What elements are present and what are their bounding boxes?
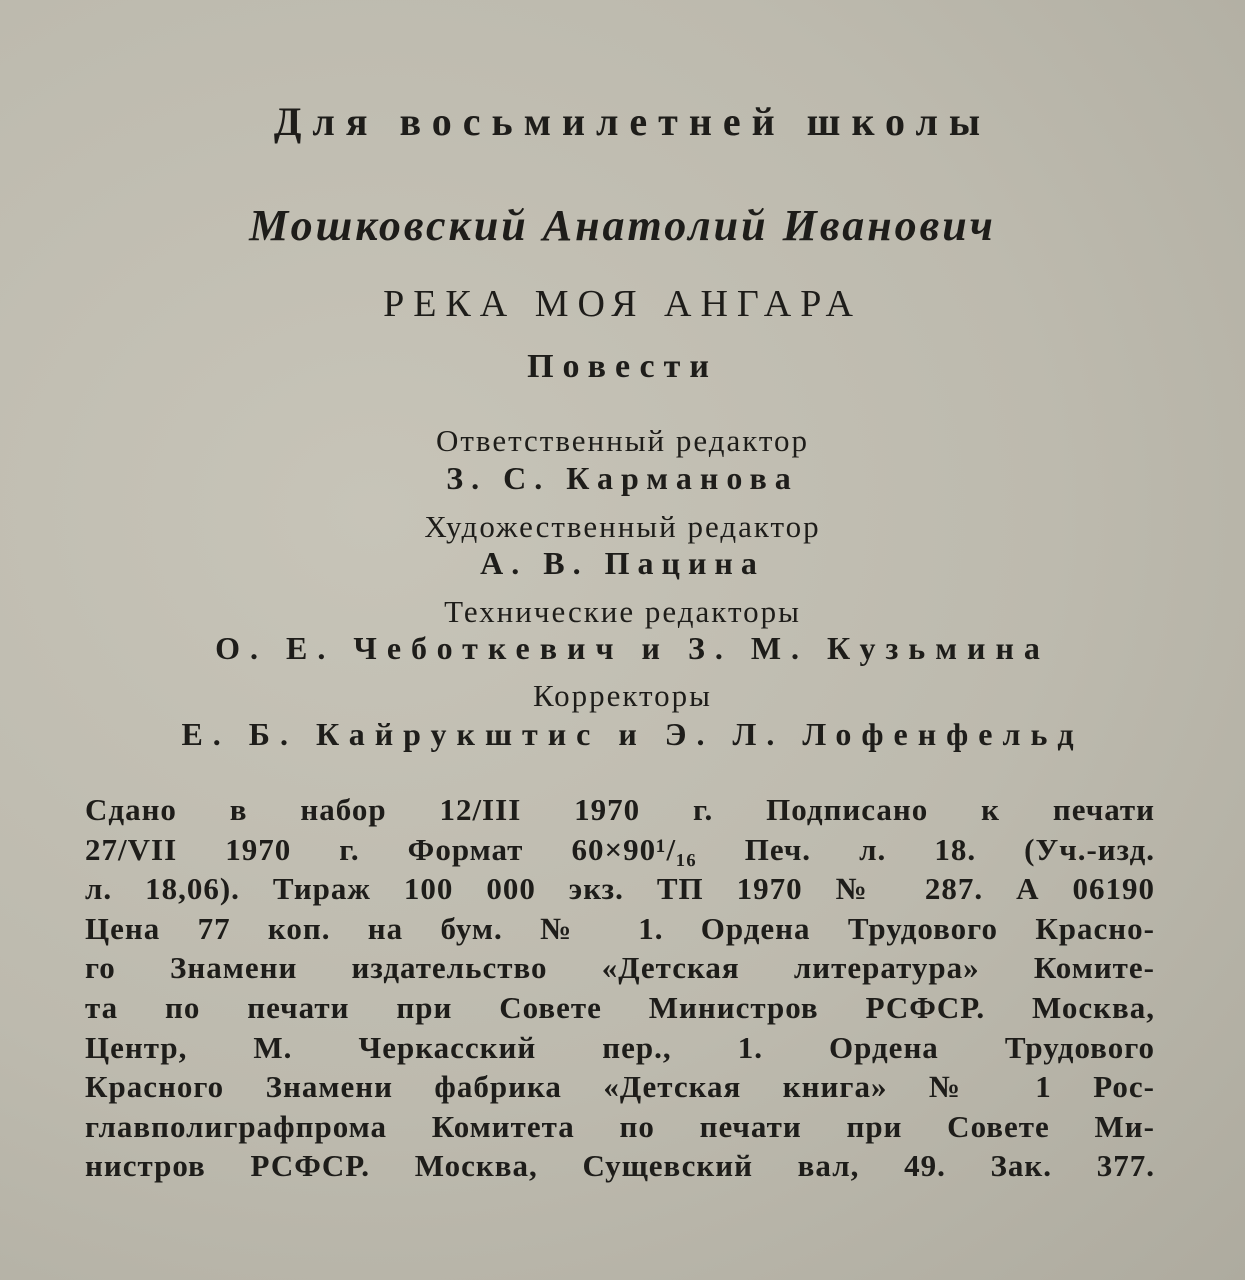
credit-role-art-editor: Художественный редактор bbox=[424, 509, 821, 544]
imprint-line: л. 18,06). Тираж 100 000 экз. ТП 1970 № 287. А 06190 bbox=[85, 871, 1155, 907]
credit-name-technical-editors: О. Е. Чеботкевич и З. М. Кузьмина bbox=[215, 630, 1050, 666]
imprint-line: главполиграфпрома Комитета по печати при Совете Ми- bbox=[85, 1108, 1155, 1144]
credit-name-art-editor: А. В. Пацина bbox=[480, 545, 765, 581]
credit-role-responsible-editor: Ответственный редактор bbox=[435, 423, 810, 458]
imprint-line: Центр, М. Черкасский пер., 1. Ордена Трудового bbox=[85, 1029, 1155, 1065]
imprint-line: Красного Знамени фабрика «Детская книга» № 1 Рос- bbox=[85, 1069, 1155, 1105]
imprint-line: Цена 77 коп. на бум. № 1. Ордена Трудового Красно- bbox=[85, 910, 1155, 946]
book-title: РЕКА МОЯ АНГАРА bbox=[383, 283, 862, 325]
imprint-block bbox=[85, 790, 1155, 1186]
imprint-line: го Знамени издательство «Детская литература» Комите- bbox=[85, 950, 1155, 986]
series-line: Для восьмилетней школы bbox=[273, 99, 992, 144]
imprint-line: нистров РСФСР. Москва, Сущевский вал, 49. Зак. 377. bbox=[85, 1148, 1155, 1184]
imprint-line: Сдано в набор 12/III 1970 г. Подписано к печати bbox=[85, 792, 1155, 827]
imprint-line: 27/VII 1970 г. Формат 60×90¹/₁₆ Печ. л. 18. (Уч.-изд. bbox=[85, 831, 1155, 867]
imprint-line: та по печати при Совете Министров РСФСР. Москва, bbox=[85, 989, 1155, 1025]
book-subtitle: Повести bbox=[527, 348, 718, 385]
credit-name-responsible-editor: З. С. Карманова bbox=[446, 460, 799, 496]
credit-name-proofreaders: Е. Б. Кайрукштис и Э. Л. Лофенфельд bbox=[181, 716, 1084, 752]
credit-role-technical-editors: Технические редакторы bbox=[444, 594, 801, 629]
author-name: Мошковский Анатолий Иванович bbox=[249, 201, 996, 250]
credit-role-proofreaders: Корректоры bbox=[532, 678, 712, 713]
